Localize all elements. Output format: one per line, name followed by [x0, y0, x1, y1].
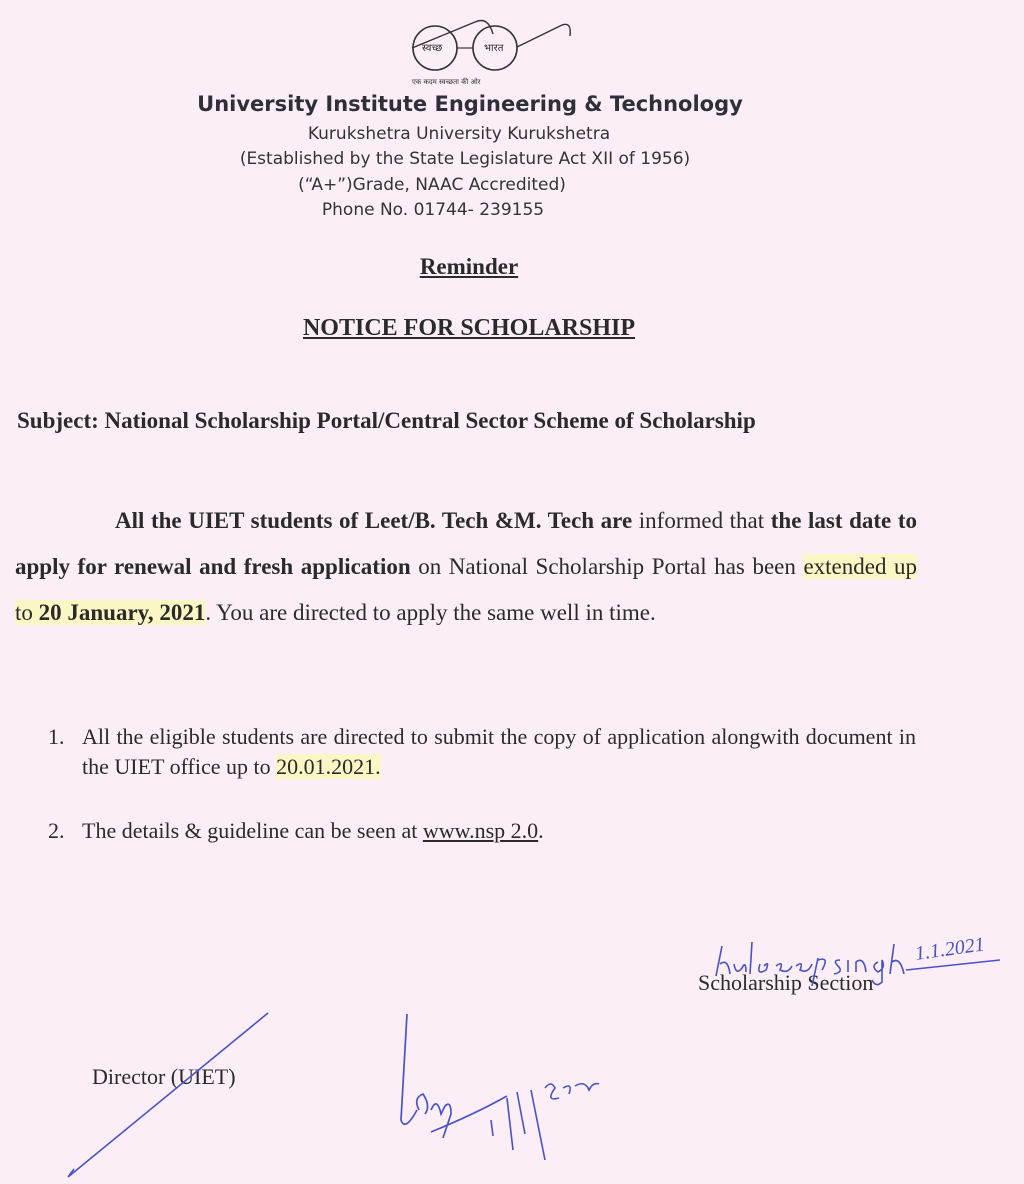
body-highlight-5: extended up to	[15, 554, 918, 625]
scholarship-section-label: Scholarship Section	[698, 970, 874, 995]
body-text-2: informed that	[632, 508, 771, 533]
item-number: 1.	[48, 724, 65, 749]
office-deadline: 20.01.2021.	[276, 754, 381, 779]
section-signature-name: Kuldeep Singh	[700, 930, 706, 931]
established-line: (Established by the State Legislature Act XII of 1956)	[239, 149, 691, 169]
body-text-4: on National Scholarship Portal has been	[410, 554, 804, 579]
director-strike-line	[60, 1005, 280, 1180]
phone-line: Phone No. 01744- 239155	[321, 200, 545, 220]
grade-line: (“A+”)Grade, NAAC Accredited)	[298, 175, 566, 195]
swachh-bharat-logo	[400, 14, 580, 94]
logo-left-text: स्वच्छ	[422, 43, 443, 54]
list-item	[48, 816, 916, 846]
institute-name: University Institute Engineering & Technology	[197, 92, 743, 116]
section-signature-date: 1.1.2021	[913, 933, 987, 965]
item-number: 2.	[48, 818, 65, 843]
notice-title: NOTICE FOR SCHOLARSHIP	[302, 315, 636, 341]
section-signature	[700, 930, 1020, 990]
item-text: The details & guideline can be seen at	[82, 818, 423, 843]
deadline-date: 20 January, 2021	[38, 600, 206, 625]
body-bold-1: All the UIET students of Leet/B. Tech &M. Tech are	[115, 508, 633, 533]
body-text-7: . You are directed to apply the same well in time.	[205, 600, 656, 625]
body-paragraph	[15, 498, 917, 636]
logo-tagline: एक कदम स्वच्छता की ओर	[412, 78, 481, 86]
university-name: Kurukshetra University Kurukshetra	[307, 124, 611, 144]
director-label: Director (UIET)	[92, 1064, 236, 1089]
item-end: .	[538, 818, 544, 843]
reminder-heading: Reminder	[419, 254, 519, 279]
list-item	[48, 722, 916, 782]
nsp-link[interactable]: www.nsp 2.0	[422, 818, 539, 843]
director-signature-date: 1/1/2021	[395, 1010, 399, 1011]
body-bold-3: the last date to apply for renewal and fresh application	[15, 508, 917, 579]
item-text: All the eligible students are directed to submit the copy of application alongwith document in the UIET office up to	[82, 724, 916, 779]
logo-right-text: भारत	[484, 43, 504, 54]
director-signature	[395, 1010, 615, 1170]
subject-line: Subject: National Scholarship Portal/Central Sector Scheme of Scholarship	[17, 408, 756, 433]
